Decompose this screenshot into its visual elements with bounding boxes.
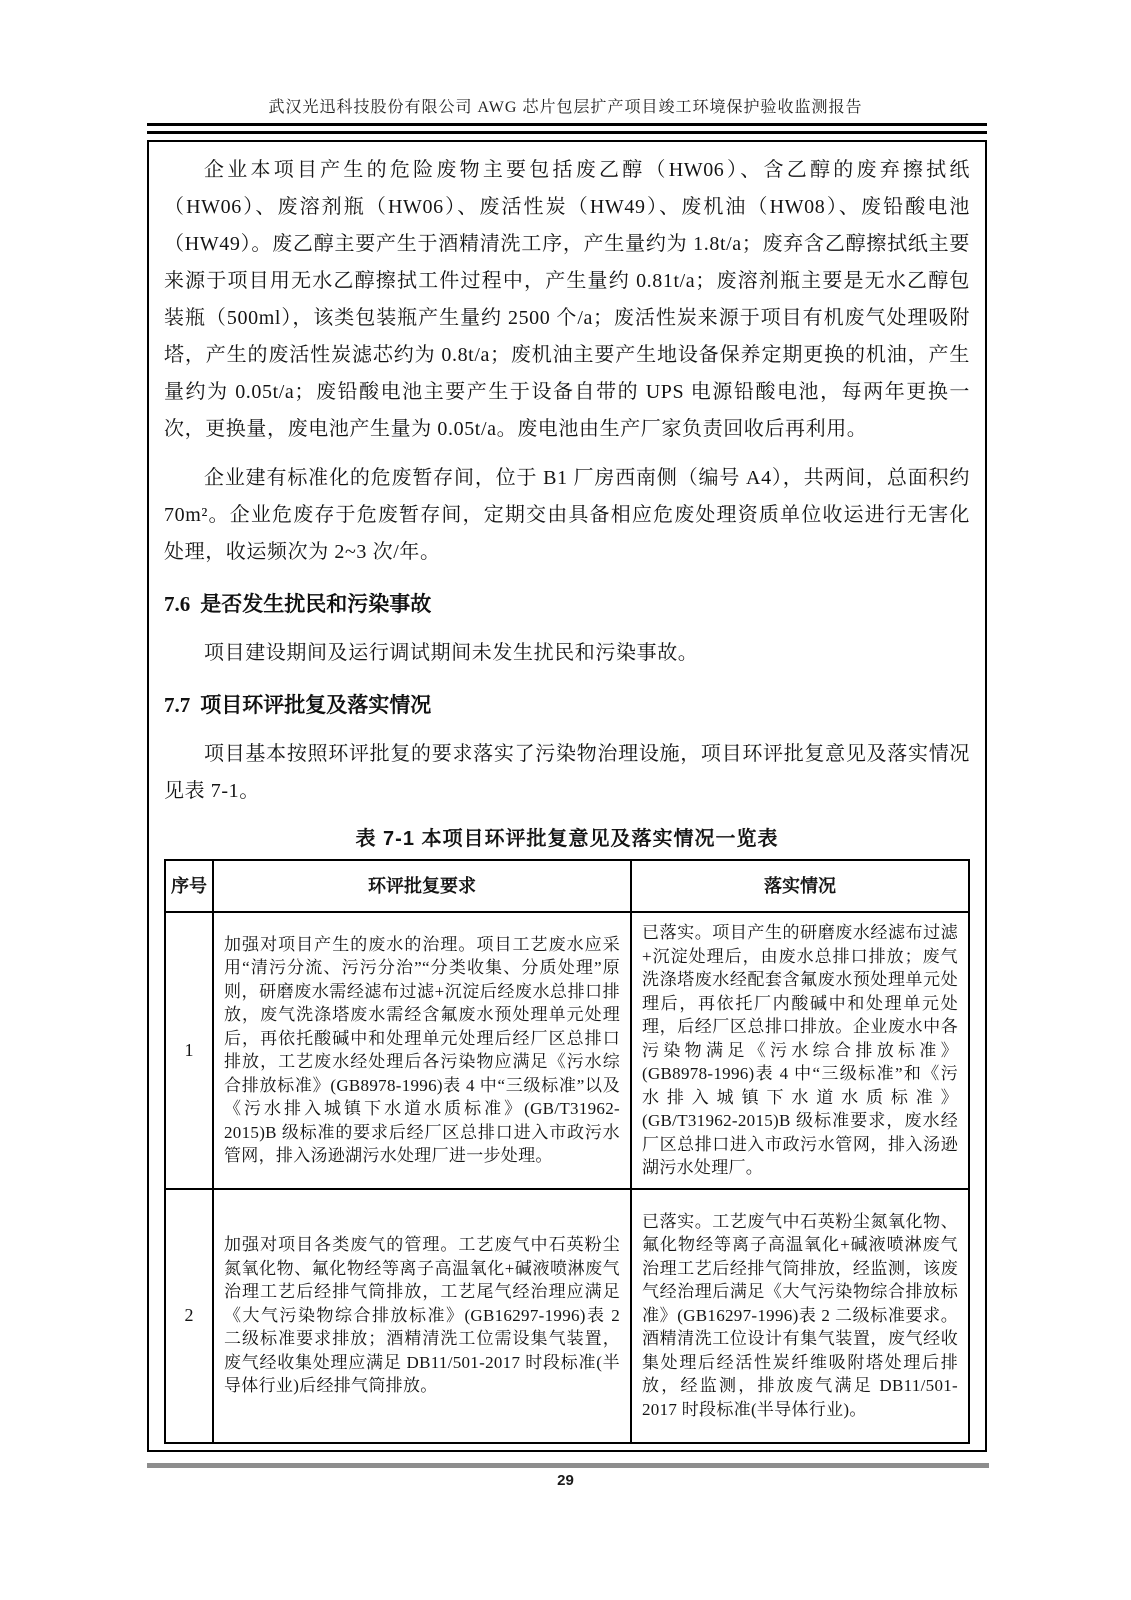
paragraph-hazardous-waste: 企业本项目产生的危险废物主要包括废乙醇（HW06）、含乙醇的废弃擦拭纸（HW06）、废溶剂瓶（HW06）、废活性炭（HW49）、废机油（HW08）、废铅酸电池（HW49）。废乙醇主要产生于酒精清洗工序，产生量约为 1.8t/a；废弃含乙醇擦拭纸主要来源于项目用无水乙醇擦拭工件过程中，产生量约 0.81t/a；废溶剂瓶主要是无水乙醇包装瓶（500ml），该类包装瓶产生量约 2500 个/a；废活性炭来源于项目有机废气处理吸附塔，产生的废活性炭滤芯约为 0.8t/a；废机油主要产生地设备保养定期更换的机油，产生量约为 0.05t/a；废铅酸电池主要产生于设备自带的 UPS 电源铅酸电池，每两年更换一次，更换量，废电池产生量为 0.05t/a。废电池由生产厂家负责回收后再利用。 [164,159,970,440]
row-1-requirement: 加强对项目产生的废水的治理。项目工艺废水应采用“清污分流、污污分治”“分类收集、分质处理”原则，研磨废水需经滤布过滤+沉淀后经废水总排口排放，废气洗涤塔废水需经含氟废水预处理单元处理后，再依托酸碱中和处理单元处理后经厂区总排口排放，工艺废水经处理后各污染物应满足《污水综合排放标准》(GB8978-1996)表 4 中“三级标准”以及《污水排入城镇下水道水质标准》(GB/T31962-2015)B 级标准的要求后经厂区总排口进入市政污水管网，排入汤逊湖污水处理厂进一步处理。 [213,912,631,1189]
column-header-implementation: 落实情况 [631,860,969,912]
header-title: 武汉光迅科技股份有限公司 AWG 芯片包层扩产项目竣工环境保护验收监测报告 [268,99,863,116]
section-7-6-paragraph: 项目建设期间及运行调试期间未发生扰民和污染事故。 [204,642,699,664]
header-double-rule [147,123,987,134]
section-7-6-number: 7.6 [164,592,191,616]
column-header-requirement: 环评批复要求 [213,860,631,912]
row-2-implementation: 已落实。工艺废气中石英粉尘氮氧化物、氟化物经等离子高温氧化+碱液喷淋废气治理工艺后经排气筒排放，经监测，该废气经治理后满足《大气污染物综合排放标准》(GB16297-1996)表 2 二级标准要求。酒精清洗工位设计有集气装置，废气经收集处理后经活性炭纤维吸附塔处理后排放，经监测，排放废气满足 DB11/501-2017 时段标准(半导体行业)。 [631,1189,969,1443]
column-header-seq: 序号 [165,860,213,912]
row-1-seq: 1 [165,912,213,1189]
section-7-6-heading [164,589,970,620]
section-7-7-number: 7.7 [164,693,191,717]
footer-rule [147,1463,989,1468]
table-7-1 [164,859,970,1444]
row-2-requirement: 加强对项目各类废气的管理。工艺废气中石英粉尘氮氧化物、氟化物经等离子高温氧化+碱液喷淋废气治理工艺后经排气筒排放，工艺尾气经治理应满足《大气污染物综合排放标准》(GB16297-1996)表 2 二级标准要求排放；酒精清洗工位需设集气装置，废气经收集处理应满足 DB11/501-2017 时段标准(半导体行业)后经排气筒排放。 [213,1189,631,1443]
table-row [165,1189,969,1443]
table-7-1-title: 表 7-1 本项目环评批复意见及落实情况一览表 [355,828,779,850]
section-7-6-title: 是否发生扰民和污染事故 [200,593,432,616]
section-7-7-heading [164,690,970,721]
content-frame [147,140,987,1452]
page-number: 29 [557,1472,574,1489]
table-row [165,912,969,1189]
section-7-7-paragraph: 项目基本按照环评批复的要求落实了污染物治理设施，项目环评批复意见及落实情况见表 7-1。 [164,743,970,802]
row-1-implementation: 已落实。项目产生的研磨废水经滤布过滤+沉淀处理后，由废水总排口排放；废气洗涤塔废水经配套含氟废水预处理单元处理后，再依托厂内酸碱中和处理单元处理，后经厂区总排口排放。企业废水中各污染物满足《污水综合排放标准》(GB8978-1996)表 4 中“三级标准”和《污水排入城镇下水道水质标准》(GB/T31962-2015)B 级标准要求，废水经厂区总排口进入市政污水管网，排入汤逊湖污水处理厂。 [631,912,969,1189]
paragraph-waste-storage: 企业建有标准化的危废暂存间，位于 B1 厂房西南侧（编号 A4），共两间，总面积约 70m²。企业危废存于危废暂存间，定期交由具备相应危废处理资质单位收运进行无害化处理，收运频次为 2~3 次/年。 [164,467,970,563]
section-7-7-title: 项目环评批复及落实情况 [200,694,432,717]
row-2-seq: 2 [165,1189,213,1443]
table-header-row [165,860,969,912]
